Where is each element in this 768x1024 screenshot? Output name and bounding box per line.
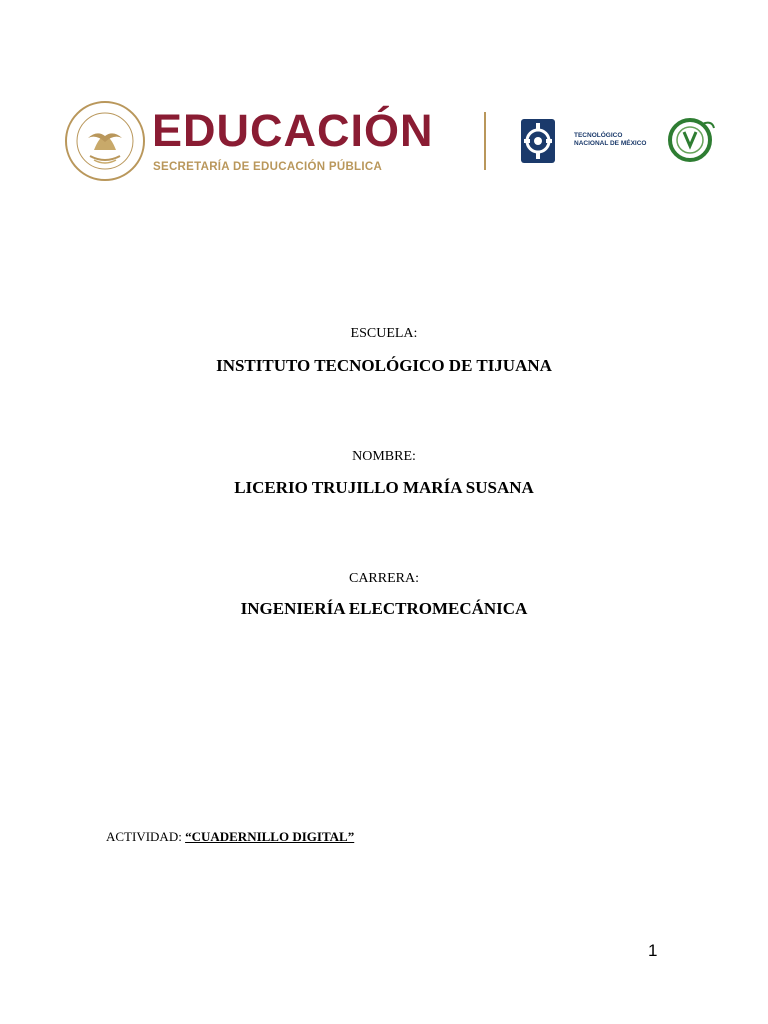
actividad-label: ACTIVIDAD: xyxy=(106,829,182,844)
escuela-label: ESCUELA: xyxy=(350,326,418,341)
tecnm-wordmark xyxy=(574,132,646,148)
carrera-label: CARRERA: xyxy=(348,571,419,586)
tecnm-gear-logo xyxy=(519,115,557,167)
tijuana-institute-logo xyxy=(664,116,716,164)
activity-line xyxy=(106,828,354,846)
actividad-value: “CUADERNILLO DIGITAL” xyxy=(185,829,355,844)
tecnm-line2: NACIONAL DE MÉXICO xyxy=(574,140,647,147)
carrera-value: INGENIERÍA ELECTROMECÁNICA xyxy=(240,599,528,618)
nombre-label: NOMBRE: xyxy=(352,449,416,464)
education-brand-subtitle: SECRETARÍA DE EDUCACIÓN PÚBLICA xyxy=(153,161,383,173)
mexican-coat-of-arms-seal xyxy=(64,100,146,182)
tecnm-line1: TECNOLÓGICO xyxy=(574,132,623,139)
nombre-value: LICERIO TRUJILLO MARÍA SUSANA xyxy=(234,478,534,497)
document-header xyxy=(0,0,768,230)
page-number: 1 xyxy=(648,941,658,960)
education-brand-title: EDUCACIÓN xyxy=(152,105,434,156)
escuela-value: INSTITUTO TECNOLÓGICO DE TIJUANA xyxy=(216,356,552,375)
header-divider xyxy=(484,112,486,170)
